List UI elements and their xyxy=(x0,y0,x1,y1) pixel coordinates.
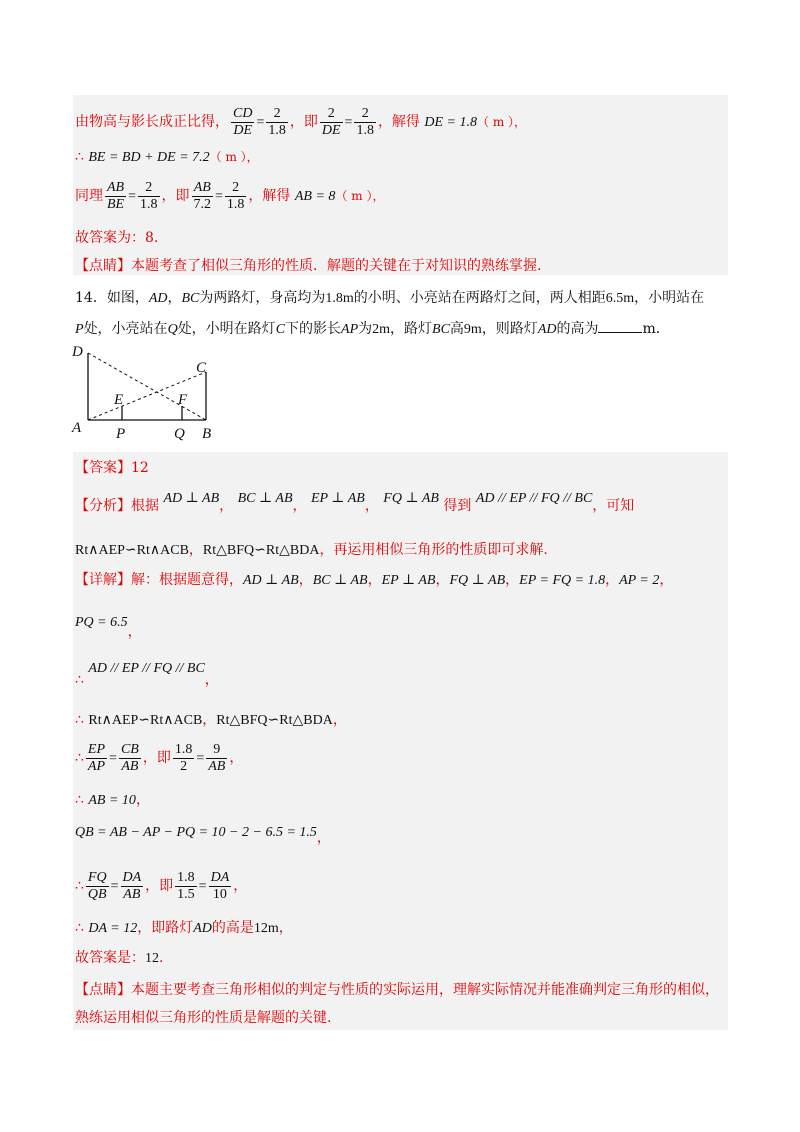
fraction xyxy=(86,742,107,775)
math-expression: AD ⊥ AB xyxy=(163,491,220,506)
text: 【详解】解：根据题意得， xyxy=(75,572,243,588)
denominator: QB xyxy=(87,886,107,902)
math-value: 12 xyxy=(145,951,159,966)
detail-parallel xyxy=(75,660,219,701)
detail-line-1 xyxy=(75,570,673,591)
label-A: A xyxy=(72,420,82,436)
text: ，解得 xyxy=(377,114,420,130)
prev-line-2 xyxy=(75,147,259,168)
numerator: DA xyxy=(122,869,142,885)
denominator: 2 xyxy=(180,758,188,774)
label-B: B xyxy=(202,426,212,442)
text: 的高为 xyxy=(556,321,599,337)
equals: = xyxy=(198,879,207,894)
denominator: 10 xyxy=(212,886,227,902)
math-expression: EP = FQ = 1.8 xyxy=(519,573,606,588)
numerator: DA xyxy=(210,869,230,885)
math-value: 6.5m xyxy=(605,291,635,306)
numerator: AB xyxy=(192,180,214,197)
text: ， xyxy=(659,572,674,588)
text: ， xyxy=(435,572,450,588)
math-value: 9m xyxy=(463,322,482,337)
detail-da xyxy=(75,918,293,939)
prev-line-1 xyxy=(75,104,526,141)
math-expression: AD // EP // FQ // BC xyxy=(475,491,593,506)
text: ，即 xyxy=(289,114,318,130)
therefore-symbol: ∴ xyxy=(75,920,84,936)
unit: （ m ）， xyxy=(477,115,527,129)
text: 故答案是： xyxy=(75,950,145,966)
analysis-line-1 xyxy=(75,491,635,517)
fraction xyxy=(86,870,109,903)
math-expression: DA = 12 xyxy=(88,921,138,936)
denominator: AB xyxy=(208,758,226,774)
lamp-shadow-figure xyxy=(68,340,228,445)
math-expression: AD // EP // FQ // BC xyxy=(88,661,205,676)
therefore-symbol: ∴ xyxy=(75,712,84,728)
numerator: FQ xyxy=(87,869,107,885)
therefore-symbol: ∴ xyxy=(75,878,84,894)
denominator: DE xyxy=(321,122,341,138)
text: ，则路灯 xyxy=(481,321,538,337)
fraction xyxy=(121,870,144,903)
math-expression: FQ ⊥ AB xyxy=(383,491,439,506)
final-answer xyxy=(75,948,163,969)
therefore-symbol: ∴ xyxy=(75,792,84,808)
text: 为 xyxy=(358,321,373,337)
fraction xyxy=(225,180,247,213)
text: 14．如图， xyxy=(75,290,149,306)
math-value: 2m xyxy=(372,322,391,337)
text: 的小明、小亮站在两路灯之间，两人相距 xyxy=(353,290,606,306)
label-Q: Q xyxy=(174,426,185,442)
text: ，再运用相似三角形的性质即可求解. xyxy=(319,542,548,558)
numerator: 2 xyxy=(320,106,343,123)
math-expression: BE = BD + DE = 7.2 xyxy=(88,150,210,165)
text: ，解得 xyxy=(248,188,291,204)
denominator: 1.5 xyxy=(177,886,195,902)
text: m． xyxy=(642,321,670,337)
light-ray-AC xyxy=(88,372,206,420)
equals: = xyxy=(256,115,265,130)
math-var: AD xyxy=(148,291,168,306)
math-var: AD xyxy=(193,921,212,936)
math-expression: BC ⊥ AB xyxy=(312,573,368,588)
fraction xyxy=(192,180,214,213)
numerator: 2 xyxy=(354,106,376,123)
equals: = xyxy=(344,115,353,130)
math-expression: Rt△BFQ∽Rt△BDA xyxy=(202,543,320,558)
text: ，即路灯 xyxy=(137,920,194,936)
numerator: EP xyxy=(87,741,106,757)
denominator: DE xyxy=(233,122,253,138)
text: ， xyxy=(202,712,217,728)
numerator: 2 xyxy=(138,180,160,197)
numerator: 2 xyxy=(266,106,288,123)
label-C: C xyxy=(196,360,207,376)
math-expression: AB = 10 xyxy=(88,793,136,808)
note-line-2: 熟练运用相似三角形的性质是解题的关键. xyxy=(75,1010,332,1026)
equals: = xyxy=(128,189,137,204)
math-expression: DE = 1.8 xyxy=(424,115,477,130)
text: ， xyxy=(332,712,347,728)
fraction xyxy=(266,106,288,139)
text: ， xyxy=(292,498,307,514)
text: 下的影长 xyxy=(285,321,342,337)
equals: = xyxy=(110,879,119,894)
text: ， xyxy=(204,672,219,688)
question-14-line-1 xyxy=(75,288,704,309)
label-D: D xyxy=(72,344,83,360)
text: ， xyxy=(278,920,293,936)
math-expression: BC ⊥ AB xyxy=(237,491,293,506)
math-expression: FQ ⊥ AB xyxy=(449,573,506,588)
text: ， xyxy=(188,542,203,558)
text: ， xyxy=(367,572,382,588)
math-expression: PQ = 6.5 xyxy=(75,615,128,630)
text: 处，小明在路灯 xyxy=(177,321,276,337)
numerator: 9 xyxy=(206,742,227,759)
math-var: AD xyxy=(537,322,557,337)
denominator: 7.2 xyxy=(193,196,212,212)
numerator: 2 xyxy=(225,180,247,197)
math-expression: Rt∧AEP∽Rt∧ACB xyxy=(75,543,189,558)
text: 的高是 xyxy=(211,920,254,936)
detail-ratio-2 xyxy=(75,866,247,907)
denominator: AB xyxy=(121,758,139,774)
unit: （ m ）， xyxy=(209,150,259,164)
fraction xyxy=(173,742,195,775)
equals: = xyxy=(215,189,223,204)
math-expression: EP ⊥ AB xyxy=(310,491,365,506)
text: 处，小亮站在 xyxy=(83,321,168,337)
text: ， xyxy=(316,830,331,846)
math-value: 12m xyxy=(253,921,279,936)
therefore-symbol: ∴ xyxy=(75,750,84,766)
analysis-line-2 xyxy=(75,540,548,561)
fraction xyxy=(105,180,126,213)
detail-qb xyxy=(75,816,331,861)
numerator: AB xyxy=(107,179,125,195)
math-expression: EP ⊥ AB xyxy=(381,573,436,588)
text: . xyxy=(159,950,164,966)
text: ，小明站在 xyxy=(634,290,705,306)
equals: = xyxy=(196,751,205,766)
numerator: 1.8 xyxy=(174,741,193,757)
text: ，可知 xyxy=(592,498,635,514)
math-var: AP xyxy=(341,322,359,337)
detail-ratio-1 xyxy=(75,738,243,779)
question-14-line-2 xyxy=(75,318,670,340)
math-var: P xyxy=(75,322,84,337)
text: ， xyxy=(605,572,620,588)
math-expression: AD ⊥ AB xyxy=(243,573,299,588)
fraction xyxy=(175,870,197,903)
light-ray-DB xyxy=(88,353,206,420)
math-value: 1.8m xyxy=(325,291,354,306)
text: ， xyxy=(229,750,244,766)
math-var: Q xyxy=(167,322,178,337)
label-E: E xyxy=(114,392,124,408)
denominator: 1.8 xyxy=(140,196,158,212)
text: 由物高与影长成正比得， xyxy=(75,114,229,130)
therefore-symbol: ∴ xyxy=(75,672,84,688)
text: 【分析】根据 xyxy=(75,498,159,514)
denominator: BE xyxy=(107,196,125,212)
text: ， xyxy=(505,572,520,588)
denominator: AP xyxy=(87,758,106,774)
math-expression: AB = 8 xyxy=(294,189,336,204)
denominator: 1.8 xyxy=(226,196,245,212)
denominator: 1.8 xyxy=(268,122,286,138)
fraction xyxy=(206,742,227,775)
math-var: C xyxy=(275,322,286,337)
text: 得到 xyxy=(443,498,472,514)
math-expression: QB = AB − AP − PQ = 10 − 2 − 6.5 = 1.5 xyxy=(75,825,317,840)
numerator: 1.8 xyxy=(177,869,195,885)
text: ， xyxy=(298,572,313,588)
text: ， xyxy=(135,792,150,808)
text: ， xyxy=(127,624,142,640)
text: ，路灯 xyxy=(390,321,433,337)
fraction xyxy=(320,106,343,139)
label-F: F xyxy=(178,392,188,408)
fraction xyxy=(138,180,160,213)
numerator: CB xyxy=(120,741,139,757)
detail-similar xyxy=(75,710,347,731)
detail-ab xyxy=(75,790,150,811)
text: 高 xyxy=(449,321,464,337)
text: ， xyxy=(233,878,248,894)
label-P: P xyxy=(116,426,126,442)
math-expression: Rt△BFQ∽Rt△BDA xyxy=(216,713,333,728)
equals: = xyxy=(109,751,117,766)
text: ， xyxy=(219,498,234,514)
numerator: CD xyxy=(233,105,253,121)
math-expression: Rt∧AEP∽Rt∧ACB xyxy=(88,713,203,728)
fraction xyxy=(354,106,376,139)
prev-line-3 xyxy=(75,178,384,215)
answer-blank xyxy=(598,318,642,333)
detail-pq xyxy=(75,610,142,655)
denominator: 1.8 xyxy=(356,122,374,138)
math-expression: AP = 2 xyxy=(619,573,660,588)
text: ，即 xyxy=(145,878,174,894)
text: 同理 xyxy=(75,188,103,204)
note-line-1: 【点睛】本题主要考查三角形相似的判定与性质的实际运用，理解实际情况并能准确判定三角形的相似， xyxy=(75,982,719,998)
unit: （ m ）， xyxy=(335,189,385,203)
answer-line: 【答案】12 xyxy=(75,460,149,476)
prev-note: 【点睛】本题考查了相似三角形的性质．解题的关键在于对知识的熟练掌握. xyxy=(75,258,542,274)
math-var: BC xyxy=(181,291,200,306)
text: 为两路灯，身高均为 xyxy=(199,290,326,306)
prev-answer: 故答案为：8. xyxy=(75,230,159,246)
therefore-symbol: ∴ xyxy=(75,149,84,165)
text: ，即 xyxy=(142,750,171,766)
denominator: AB xyxy=(123,886,141,902)
fraction xyxy=(231,106,254,139)
math-var: BC xyxy=(432,322,450,337)
text: ， xyxy=(167,290,182,306)
text: ， xyxy=(364,498,379,514)
fraction xyxy=(209,870,232,903)
fraction xyxy=(119,742,141,775)
text: ，即 xyxy=(161,188,190,204)
